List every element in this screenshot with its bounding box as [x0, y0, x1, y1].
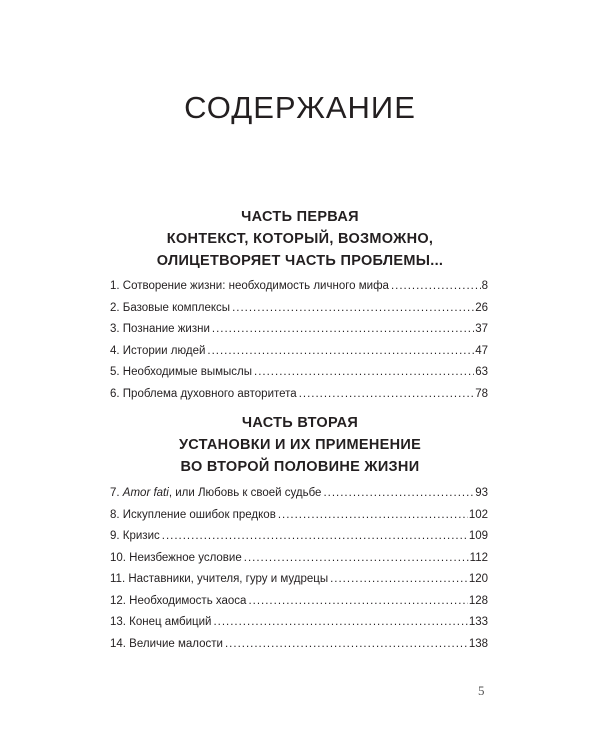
part-two-toc [110, 483, 488, 655]
toc-entry[interactable] [110, 569, 488, 591]
dot-leader [254, 362, 474, 384]
toc-entry-label: 2. Базовые комплексы [110, 301, 231, 314]
dot-leader [323, 483, 474, 505]
toc-entry-label: 5. Необходимые вымыслы [110, 366, 253, 378]
toc-entry-label [110, 483, 321, 505]
part-one-title-line-1: КОНТЕКСТ, КОТОРЫЙ, ВОЗМОЖНО, [166, 231, 434, 247]
page-title: СОДЕРЖАНИЕ [184, 90, 416, 125]
toc-entry-label: 1. Сотворение жизни: необходимость личного мифа [110, 280, 389, 292]
toc-entry-page: 37 [475, 323, 488, 335]
toc-entry-label: 4. Истории людей [110, 344, 206, 357]
dot-leader [232, 298, 474, 320]
toc-entry-label: 12. Необходимость хаоса [110, 594, 247, 607]
dot-leader [244, 548, 469, 570]
page-number: 5 [478, 683, 485, 698]
dot-leader [299, 384, 475, 406]
dot-leader [330, 569, 468, 591]
part-two-title-line-1: УСТАНОВКИ И ИХ ПРИМЕНЕНИЕ [178, 437, 422, 453]
part-two-label: ЧАСТЬ ВТОРАЯ [241, 415, 359, 431]
toc-entry-label: 13. Конец амбиций [110, 616, 212, 628]
toc-entry-page: 8 [481, 280, 488, 292]
part-one-title-line-2: ОЛИЦЕТВОРЯЕТ ЧАСТЬ ПРОБЛЕМЫ... [156, 253, 444, 269]
toc-entry-label: 3. Познание жизни [110, 323, 210, 335]
toc-entry-label: 6. Проблема духовного авторитета [110, 387, 297, 400]
toc-entry-label: 10. Неизбежное условие [110, 551, 242, 564]
part-one-label: ЧАСТЬ ПЕРВАЯ [241, 209, 359, 225]
toc-entry-label: 14. Величие малости [110, 637, 223, 650]
part-one-heading [0, 206, 600, 272]
dot-leader [278, 505, 468, 527]
dot-leader [248, 591, 467, 613]
toc-entry-label-rest: , или Любовь к своей судьбе [168, 487, 322, 499]
part-two-title-line-2: ВО ВТОРОЙ ПОЛОВИНЕ ЖИЗНИ [180, 459, 420, 475]
part-one-toc [110, 276, 488, 405]
dot-leader [162, 526, 468, 548]
toc-entry-page: 47 [475, 344, 488, 357]
toc-entry[interactable] [110, 505, 488, 527]
toc-entry[interactable] [110, 341, 488, 363]
toc-entry-page: 26 [475, 301, 488, 314]
toc-entry-page: 93 [475, 487, 488, 499]
part-two-heading [0, 412, 600, 478]
toc-entry-page: 63 [475, 366, 488, 378]
toc-entry-prefix: 7. [110, 487, 123, 499]
toc-entry-page: 109 [468, 530, 488, 542]
toc-entry[interactable] [110, 319, 488, 341]
toc-entry-page: 120 [468, 573, 488, 585]
toc-entry-page: 138 [468, 637, 488, 650]
dot-leader [391, 276, 481, 298]
toc-entry[interactable] [110, 362, 488, 384]
toc-entry-label: 9. Кризис [110, 530, 160, 542]
toc-entry-page: 133 [468, 616, 488, 628]
toc-entry[interactable] [110, 548, 488, 570]
toc-entry[interactable] [110, 634, 488, 656]
toc-entry-italic: Amor fati [122, 487, 169, 499]
dot-leader [225, 634, 468, 656]
toc-entry[interactable] [110, 483, 488, 505]
toc-entry[interactable] [110, 612, 488, 634]
toc-entry[interactable] [110, 298, 488, 320]
toc-entry[interactable] [110, 384, 488, 406]
dot-leader [212, 319, 474, 341]
toc-entry-label: 11. Наставники, учителя, гуру и мудрецы [110, 573, 329, 585]
toc-entry-label: 8. Искупление ошибок предков [110, 508, 276, 521]
toc-entry-page: 112 [469, 551, 488, 564]
toc-entry[interactable] [110, 276, 488, 298]
toc-entry-page: 78 [475, 387, 488, 400]
toc-entry[interactable] [110, 526, 488, 548]
toc-entry-page: 102 [468, 508, 488, 521]
dot-leader [207, 341, 474, 363]
dot-leader [213, 612, 467, 634]
toc-entry-page: 128 [468, 594, 488, 607]
toc-entry[interactable] [110, 591, 488, 613]
